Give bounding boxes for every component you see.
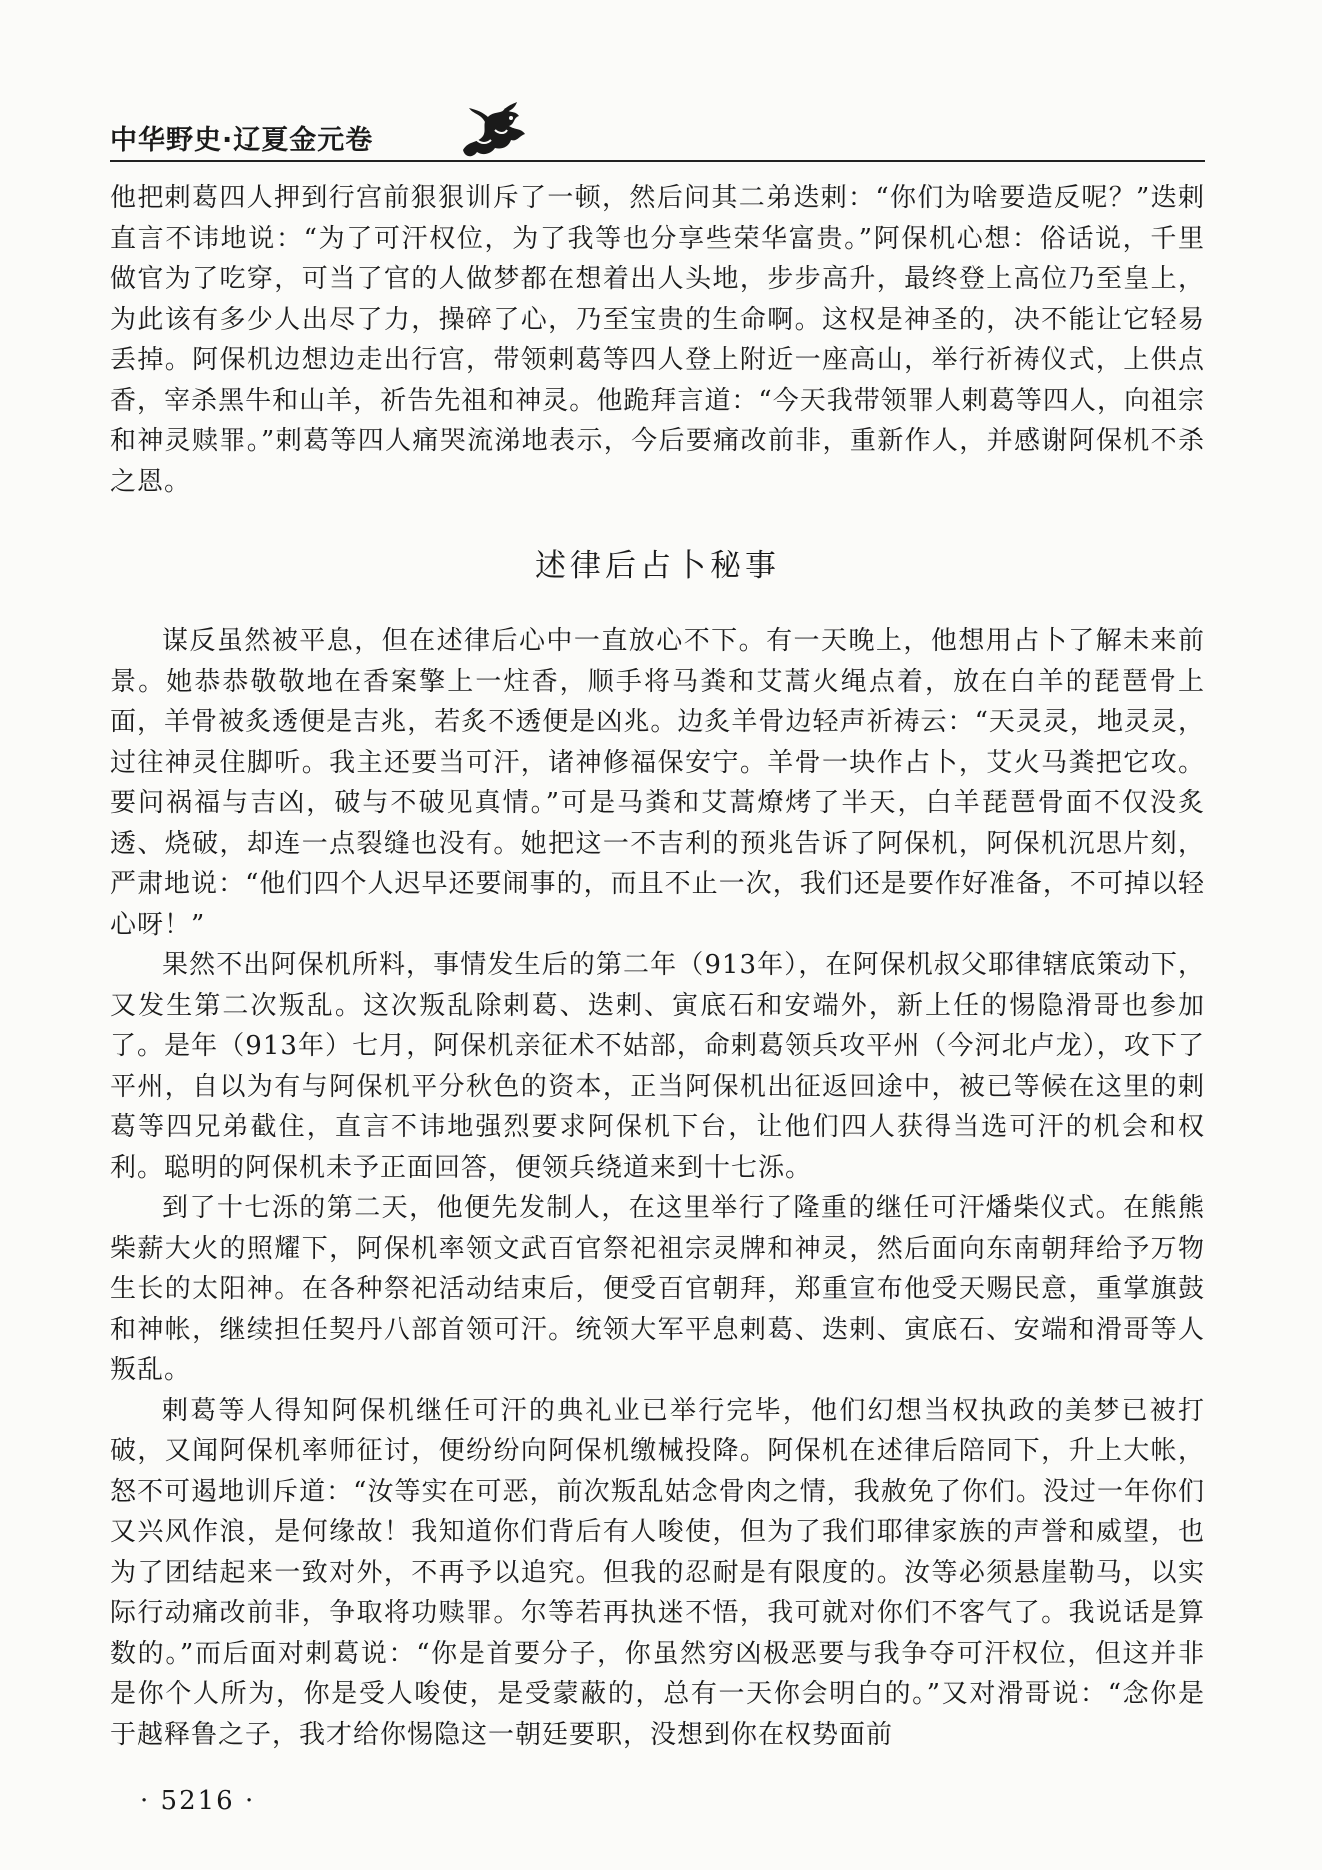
intro-paragraph: 他把剌葛四人押到行宫前狠狠训斥了一顿，然后问其二弟迭剌：“你们为啥要造反呢？”迭剌直言不讳地说：“为了可汗权位，为了我等也分享些荣华富贵。”阿保机心想：俗话说，千里做官为了吃穿，可当了官的人做梦都在想着出人头地，步步高升，最终登上高位乃至皇上，为此该有多少人出尽了力，操碎了心，乃至宝贵的生命啊。这权是神圣的，决不能让它轻易丢掉。阿保机边想边走出行宫，带领剌葛等四人登上附近一座高山，举行祈祷仪式，上供点香，宰杀黑牛和山羊，祈告先祖和神灵。他跪拜言道：“今天我带领罪人剌葛等四人，向祖宗和神灵赎罪。”剌葛等四人痛哭流涕地表示，今后要痛改前非，重新作人，并感谢阿保机不杀之恩。 (110, 183, 1205, 497)
page-number: · 5216 · (140, 1786, 256, 1816)
dragon-icon (455, 100, 535, 162)
section-paragraph-4: 剌葛等人得知阿保机继任可汗的典礼业已举行完毕，他们幻想当权执政的美梦已被打破，又闻阿保机率师征讨，便纷纷向阿保机缴械投降。阿保机在述律后陪同下，升上大帐，怒不可遏地训斥道：“汝等实在可恶，前次叛乱姑念骨肉之情，我赦免了你们。没过一年你们又兴风作浪，是何缘故！我知道你们背后有人唆使，但为了我们耶律家族的声誉和威望，也为了团结起来一致对外，不再予以追究。但我的忍耐是有限度的。汝等必须悬崖勒马，以实际行动痛改前非，争取将功赎罪。尔等若再执迷不悟，我可就对你们不客气了。我说话是算数的。”而后面对剌葛说：“你是首要分子，你虽然穷凶极恶要与我争夺可汗权位，但这并非是你个人所为，你是受人唆使，是受蒙蔽的，总有一天你会明白的。”又对滑哥说：“念你是于越释鲁之子，我才给你惕隐这一朝廷要职，没想到你在权势面前 (110, 1395, 1205, 1750)
header-rule (110, 160, 1205, 162)
running-header (110, 118, 373, 157)
section-paragraph-1: 谋反虽然被平息，但在述律后心中一直放心不下。有一天晚上，他想用占卜了解未来前景。她恭恭敬敬地在香案擎上一炷香，顺手将马粪和艾蒿火绳点着，放在白羊的琵琶骨上面，羊骨被炙透便是吉兆，若炙不透便是凶兆。边炙羊骨边轻声祈祷云：“天灵灵，地灵灵，过往神灵住脚听。我主还要当可汗，诸神修福保安宁。羊骨一块作占卜，艾火马粪把它攻。要问祸福与吉凶，破与不破见真情。”可是马粪和艾蒿燎烤了半天，白羊琵琶骨面不仅没炙透、烧破，却连一点裂缝也没有。她把这一不吉利的预兆告诉了阿保机，阿保机沉思片刻，严肃地说：“他们四个人迟早还要闹事的，而且不止一次，我们还是要作好准备，不可掉以轻心呀！” (110, 626, 1205, 940)
page-content (110, 178, 1205, 1755)
book-title: 中华野史·辽夏金元卷 (110, 125, 374, 156)
section-title: 述律后占卜秘事 (535, 548, 780, 584)
section-paragraph-2: 果然不出阿保机所料，事情发生后的第二年（913年），在阿保机叔父耶律辖底策动下，又发生第二次叛乱。这次叛乱除剌葛、迭剌、寅底石和安端外，新上任的惕隐滑哥也参加了。是年（913年）七月，阿保机亲征术不姑部，命剌葛领兵攻平州（今河北卢龙），攻下了平州，自以为有与阿保机平分秋色的资本，正当阿保机出征返回途中，被已等候在这里的剌葛等四兄弟截住，直言不讳地强烈要求阿保机下台，让他们四人获得当选可汗的机会和权利。聪明的阿保机未予正面回答，便领兵绕道来到十七泺。 (110, 950, 1205, 1183)
section-paragraph-3: 到了十七泺的第二天，他便先发制人，在这里举行了隆重的继任可汗燔柴仪式。在熊熊柴薪大火的照耀下，阿保机率领文武百官祭祀祖宗灵牌和神灵，然后面向东南朝拜给予万物生长的太阳神。在各种祭祀活动结束后，便受百官朝拜，郑重宣布他受天赐民意，重掌旗鼓和神帐，继续担任契丹八部首领可汗。统领大军平息剌葛、迭剌、寅底石、安端和滑哥等人叛乱。 (110, 1193, 1205, 1385)
